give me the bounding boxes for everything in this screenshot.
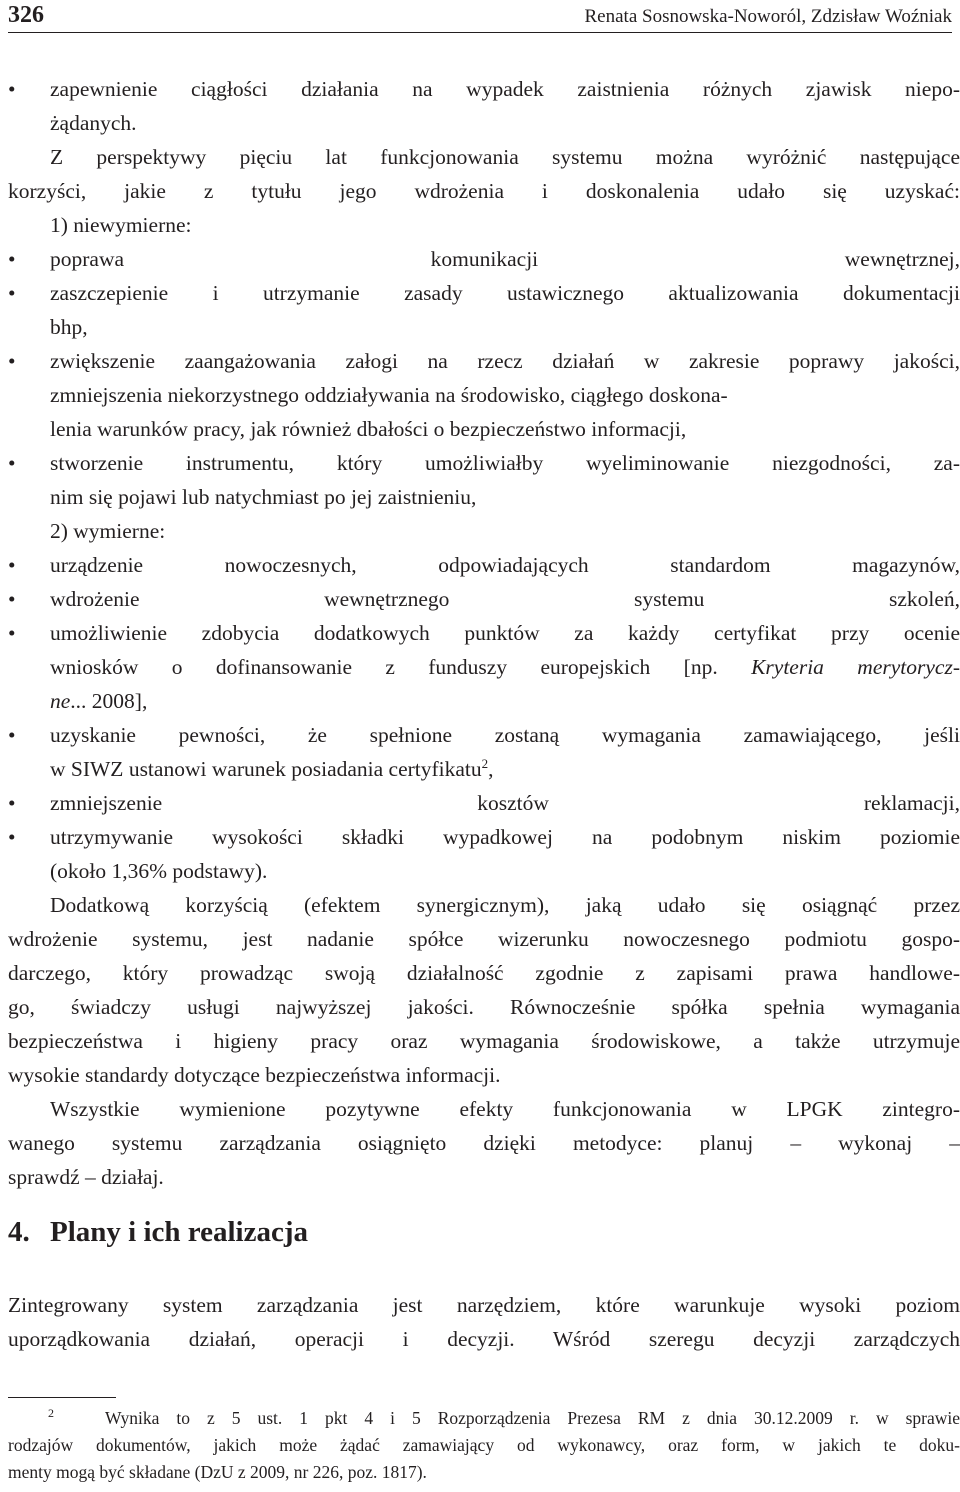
bullet-text: zaszczepienie i utrzymanie zasady ustawicznego aktualizowania dokumentacji xyxy=(50,281,960,305)
bullet-icon: • xyxy=(8,587,16,611)
list-continuation-line: nim się pojawi lub natychmiast po jej zaistnieniu, xyxy=(50,485,477,509)
bullet-item-line xyxy=(8,276,960,310)
bullet-icon: • xyxy=(8,825,16,849)
footnote-line: menty mogą być składane (DzU z 2009, nr 226, poz. 1817). xyxy=(8,1462,427,1482)
paragraph-line: wysokie standardy dotyczące bezpieczeństwa informacji. xyxy=(8,1063,501,1087)
page-number: 326 xyxy=(8,2,44,28)
paragraph-line: korzyści, jakie z tytułu jego wdrożenia i doskonalenia udało się uzyskać: xyxy=(8,179,960,203)
footnote-line: rodzajów dokumentów, jakich może żądać zamawiający od wykonawcy, oraz form, w jakich te doku- xyxy=(8,1435,960,1455)
bullet-item-line xyxy=(8,344,960,378)
line-text: ... 2008], xyxy=(70,689,148,713)
bullet-icon: • xyxy=(8,621,16,645)
footnote xyxy=(8,1405,960,1486)
bullet-icon: • xyxy=(8,77,16,101)
list-continuation-line: 1) niewymierne: xyxy=(50,213,192,237)
list-continuation-line: lenia warunków pracy, jak również dbałości o bezpieczeństwo informacji, xyxy=(50,417,687,441)
bullet-item-line xyxy=(8,820,960,854)
bullet-text: zapewnienie ciągłości działania na wypadek zaistnienia różnych zjawisk niepo- xyxy=(50,77,960,101)
paragraph-first-line: Dodatkową korzyścią (efektem synergicznym), jaką udało się osiągnąć przez xyxy=(50,893,960,917)
bullet-item-line xyxy=(8,582,960,616)
paragraph-line: wanego systemu zarządzania osiągnięto dzięki metodyce: planuj – wykonaj – xyxy=(8,1131,960,1155)
body-text xyxy=(8,72,960,1194)
paragraph-line: darczego, który prowadząc swoją działalność zgodnie z zapisami prawa handlowe- xyxy=(8,961,960,985)
bullet-text: umożliwienie zdobycia dodatkowych punktów za każdy certyfikat przy ocenie xyxy=(50,621,960,645)
list-continuation-line: żądanych. xyxy=(50,111,137,135)
list-continuation-line xyxy=(8,752,960,786)
bullet-text: wdrożenie wewnętrznego systemu szkoleń, xyxy=(50,587,960,611)
page-header xyxy=(8,2,952,33)
bullet-item-line xyxy=(8,786,960,820)
bullet-icon: • xyxy=(8,791,16,815)
footnote-line xyxy=(8,1405,960,1432)
bullet-icon: • xyxy=(8,247,16,271)
bullet-icon: • xyxy=(8,349,16,373)
paragraph-line: Zintegrowany system zarządzania jest narzędziem, które warunkuje wysoki poziom xyxy=(8,1293,960,1317)
bullet-text: utrzymywanie wysokości składki wypadkowej na podobnym niskim poziomie xyxy=(50,825,960,849)
bullet-text: uzyskanie pewności, że spełnione zostaną wymagania zamawiającego, jeśli xyxy=(50,723,960,747)
italic-citation: ne xyxy=(50,689,71,713)
running-head-authors: Renata Sosnowska-Noworól, Zdzisław Woźniak xyxy=(584,6,952,27)
footnote-separator xyxy=(8,1397,116,1398)
section-paragraph xyxy=(8,1288,960,1356)
section-number: 4. xyxy=(8,1216,30,1248)
list-continuation-line: 2) wymierne: xyxy=(50,519,166,543)
paragraph-line: go, świadczy usługi najwyższej jakości. Równocześnie spółka spełnia wymagania xyxy=(8,995,960,1019)
paragraph-first-line: Wszystkie wymienione pozytywne efekty funkcjonowania w LPGK zintegro- xyxy=(50,1097,960,1121)
paragraph-first-line: Z perspektywy pięciu lat funkcjonowania systemu można wyróżnić następujące xyxy=(50,145,960,169)
paragraph-line: bezpieczeństwa i higieny pracy oraz wymagania środowiskowe, a także utrzymuje xyxy=(8,1029,960,1053)
footnote-mark: 2 xyxy=(48,1406,54,1421)
list-continuation-line: zmniejszenia niekorzystnego oddziaływania na środowisko, ciągłego doskona- xyxy=(50,383,728,407)
bullet-item-line xyxy=(8,446,960,480)
list-continuation-line: bhp, xyxy=(50,315,88,339)
bullet-item-line xyxy=(8,242,960,276)
section-title: Plany i ich realizacja xyxy=(50,1216,308,1248)
bullet-icon: • xyxy=(8,723,16,747)
bullet-text: zwiększenie zaangażowania załogi na rzecz działań w zakresie poprawy jakości, xyxy=(50,349,960,373)
bullet-item-line xyxy=(8,718,960,752)
bullet-item-line xyxy=(8,548,960,582)
paragraph-line: wdrożenie systemu, jest nadanie spółce wizerunku nowoczesnego podmiotu gospo- xyxy=(8,927,960,951)
list-continuation-line xyxy=(8,650,960,684)
bullet-icon: • xyxy=(8,553,16,577)
italic-citation: Kryteria merytorycz- xyxy=(751,655,960,679)
footnote-reference: 2 xyxy=(481,755,489,771)
bullet-icon: • xyxy=(8,451,16,475)
section-heading xyxy=(8,1212,308,1252)
line-text: wniosków o dofinansowanie z funduszy europejskich [np. xyxy=(50,655,752,679)
footnote-text: Wynika to z 5 ust. 1 pkt 4 i 5 Rozporządzenia Prezesa RM z dnia 30.12.2009 r. w sprawie xyxy=(105,1408,960,1428)
list-continuation-line xyxy=(8,684,960,718)
bullet-text: poprawa komunikacji wewnętrznej, xyxy=(50,247,960,271)
paragraph-line: sprawdź – działaj. xyxy=(8,1165,164,1189)
bullet-item-line xyxy=(8,72,960,106)
bullet-icon: • xyxy=(8,281,16,305)
line-text: w SIWZ ustanowi warunek posiadania certyfikatu xyxy=(50,757,482,781)
paragraph-line: uporządkowania działań, operacji i decyzji. Wśród szeregu decyzji zarządczych xyxy=(8,1327,960,1351)
line-text: , xyxy=(488,757,494,781)
bullet-text: urządzenie nowoczesnych, odpowiadających standardom magazynów, xyxy=(50,553,960,577)
bullet-text: zmniejszenie kosztów reklamacji, xyxy=(50,791,960,815)
bullet-item-line xyxy=(8,616,960,650)
bullet-text: stworzenie instrumentu, który umożliwiałby wyeliminowanie niezgodności, za- xyxy=(50,451,960,475)
list-continuation-line: (około 1,36% podstawy). xyxy=(50,859,268,883)
